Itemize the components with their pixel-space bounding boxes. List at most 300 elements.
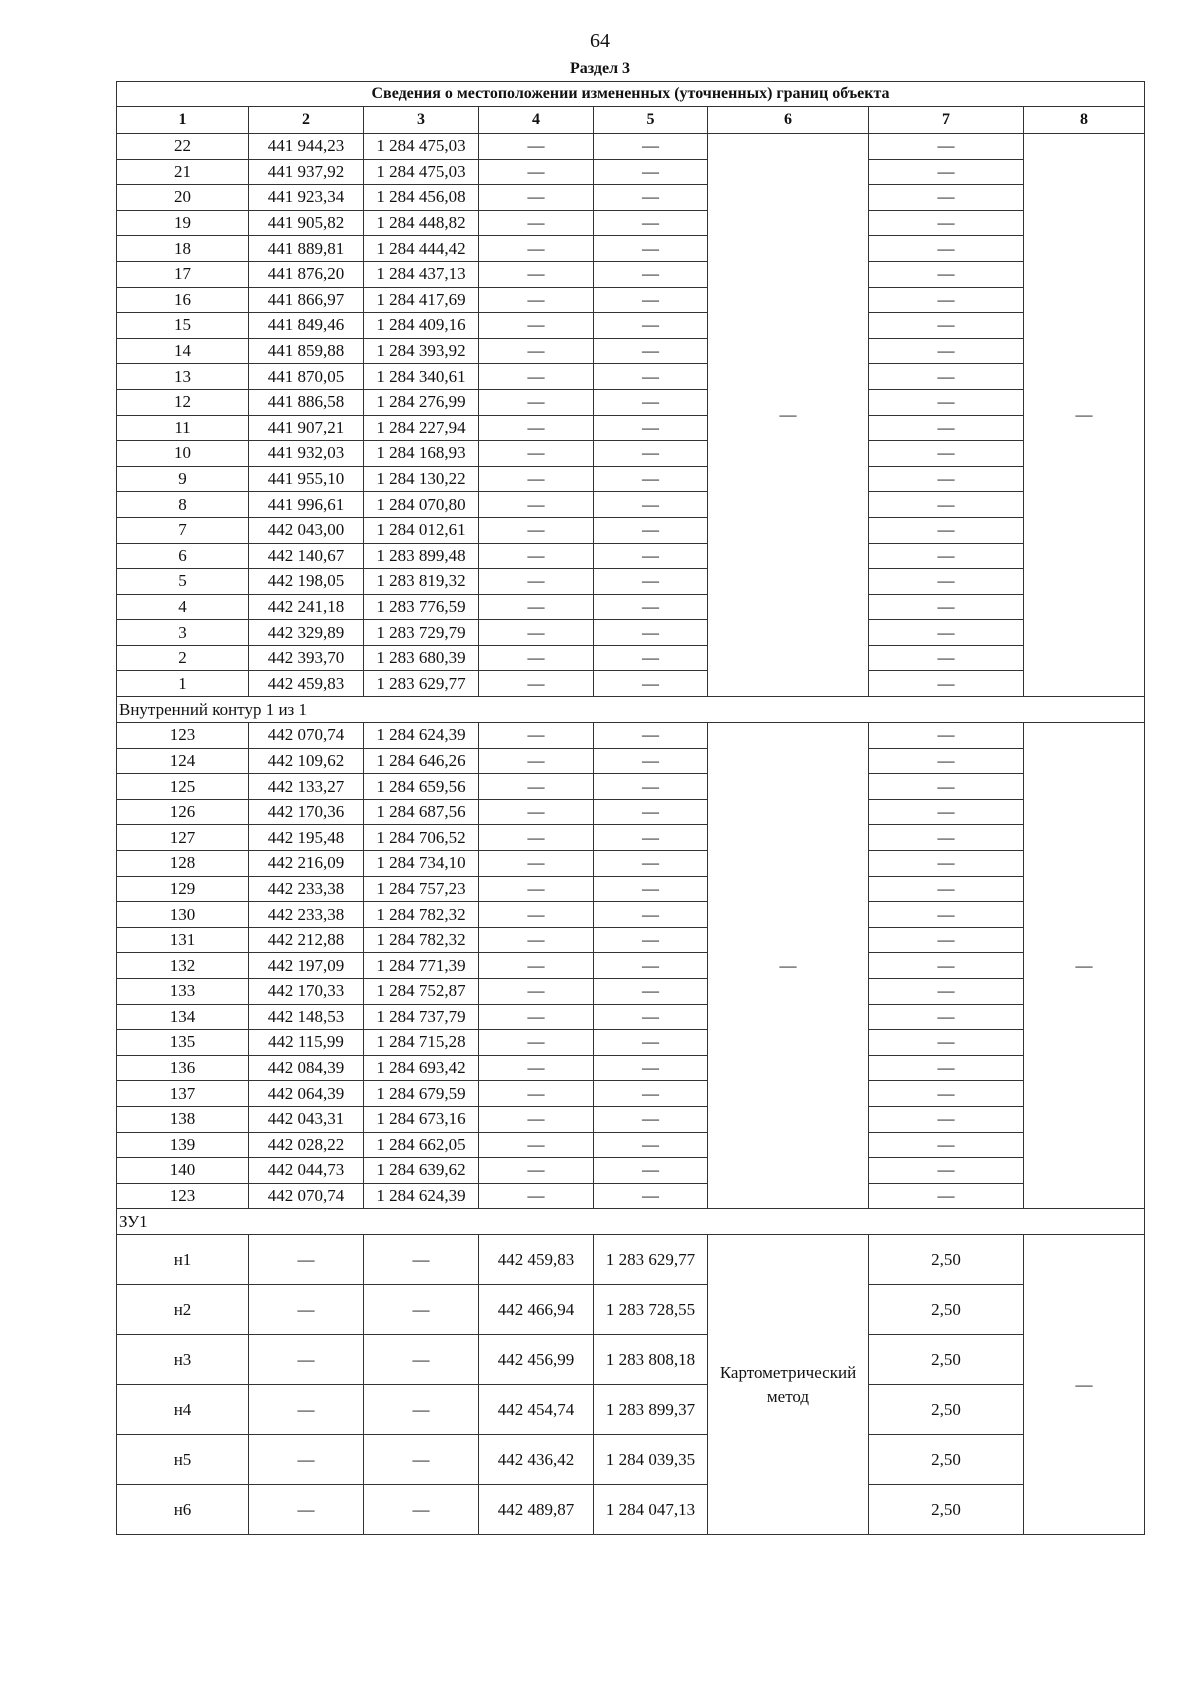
coord-x: 442 170,33 (249, 979, 364, 1005)
dash-cell: — (479, 543, 594, 569)
dash-cell: — (479, 1158, 594, 1184)
point-number: 137 (117, 1081, 249, 1107)
point-number: 11 (117, 415, 249, 441)
coord-x: 442 109,62 (249, 748, 364, 774)
table-row (117, 517, 1145, 543)
coord-x: 441 944,23 (249, 134, 364, 160)
dash-cell: — (1024, 1235, 1145, 1535)
zu-label: ЗУ1 (117, 1209, 1145, 1235)
dash-cell: — (594, 134, 708, 160)
point-number: 14 (117, 338, 249, 364)
dash-cell: — (479, 1055, 594, 1081)
dash-cell: — (869, 236, 1024, 262)
coord-y: 1 284 012,61 (364, 517, 479, 543)
accuracy: 2,50 (869, 1335, 1024, 1385)
page-number: 64 (590, 30, 610, 52)
dash-cell: — (869, 902, 1024, 928)
dash-cell: — (869, 415, 1024, 441)
point-number: н6 (117, 1485, 249, 1535)
accuracy: 2,50 (869, 1435, 1024, 1485)
coord-x: 442 043,31 (249, 1106, 364, 1132)
table-row (117, 338, 1145, 364)
dash-cell: — (869, 210, 1024, 236)
coord-y: 1 284 693,42 (364, 1055, 479, 1081)
dash-cell: — (594, 569, 708, 595)
dash-cell: — (479, 210, 594, 236)
point-number: 4 (117, 594, 249, 620)
coord-y: 1 284 646,26 (364, 748, 479, 774)
coord-y: 1 284 448,82 (364, 210, 479, 236)
table-row (117, 902, 1145, 928)
accuracy: 2,50 (869, 1385, 1024, 1435)
coord-y: 1 284 752,87 (364, 979, 479, 1005)
table-row (117, 979, 1145, 1005)
new-coord-y: 1 284 039,35 (594, 1435, 708, 1485)
table-row (117, 825, 1145, 851)
dash-cell: — (364, 1235, 479, 1285)
dash-cell: — (869, 825, 1024, 851)
dash-cell: — (479, 1030, 594, 1056)
table-row (117, 466, 1145, 492)
dash-cell: — (708, 723, 869, 1209)
coord-y: 1 284 475,03 (364, 159, 479, 185)
dash-cell: — (594, 1030, 708, 1056)
section-title: Раздел 3 (569, 60, 631, 77)
dash-cell: — (594, 517, 708, 543)
coord-y: 1 284 456,08 (364, 185, 479, 211)
coord-y: 1 284 070,80 (364, 492, 479, 518)
point-number: 12 (117, 389, 249, 415)
dash-cell: — (869, 620, 1024, 646)
dash-cell: — (869, 671, 1024, 697)
coord-y: 1 284 444,42 (364, 236, 479, 262)
coord-x: 441 876,20 (249, 261, 364, 287)
dash-cell: — (594, 594, 708, 620)
coord-y: 1 284 393,92 (364, 338, 479, 364)
point-number: 5 (117, 569, 249, 595)
coord-x: 441 932,03 (249, 441, 364, 467)
dash-cell: — (479, 723, 594, 749)
column-header: 6 (708, 107, 869, 134)
table-row (117, 236, 1145, 262)
coord-y: 1 283 899,48 (364, 543, 479, 569)
point-number: 128 (117, 851, 249, 877)
coord-x: 441 870,05 (249, 364, 364, 390)
dash-cell: — (594, 159, 708, 185)
coord-x: 441 859,88 (249, 338, 364, 364)
point-number: 6 (117, 543, 249, 569)
dash-cell: — (479, 389, 594, 415)
point-number: 139 (117, 1132, 249, 1158)
accuracy: 2,50 (869, 1235, 1024, 1285)
new-coord-x: 442 459,83 (479, 1235, 594, 1285)
dash-cell: — (869, 1030, 1024, 1056)
dash-cell: — (869, 1158, 1024, 1184)
dash-cell: — (364, 1485, 479, 1535)
point-number: 22 (117, 134, 249, 160)
table-row (117, 671, 1145, 697)
dash-cell: — (594, 415, 708, 441)
coord-x: 442 216,09 (249, 851, 364, 877)
coord-y: 1 284 659,56 (364, 774, 479, 800)
point-number: 1 (117, 671, 249, 697)
dash-cell: — (869, 441, 1024, 467)
table-row (117, 1081, 1145, 1107)
coord-y: 1 283 776,59 (364, 594, 479, 620)
table-row (117, 748, 1145, 774)
new-coord-y: 1 283 728,55 (594, 1285, 708, 1335)
table-row (117, 1183, 1145, 1209)
point-number: 7 (117, 517, 249, 543)
table-row (117, 1132, 1145, 1158)
dash-cell: — (479, 1183, 594, 1209)
table-row (117, 927, 1145, 953)
dash-cell: — (594, 774, 708, 800)
dash-cell: — (869, 851, 1024, 877)
dash-cell: — (479, 1081, 594, 1107)
dash-cell: — (594, 210, 708, 236)
table-row (117, 159, 1145, 185)
dash-cell: — (594, 799, 708, 825)
table-row (117, 415, 1145, 441)
dash-cell: — (594, 851, 708, 877)
coord-x: 441 923,34 (249, 185, 364, 211)
point-number: 124 (117, 748, 249, 774)
coord-x: 442 043,00 (249, 517, 364, 543)
new-coord-y: 1 283 899,37 (594, 1385, 708, 1435)
coord-x: 442 329,89 (249, 620, 364, 646)
coord-x: 441 907,21 (249, 415, 364, 441)
coord-y: 1 284 624,39 (364, 1183, 479, 1209)
point-number: 21 (117, 159, 249, 185)
table-row (117, 1485, 1145, 1535)
point-number: 126 (117, 799, 249, 825)
point-number: 134 (117, 1004, 249, 1030)
dash-cell: — (869, 389, 1024, 415)
table-row (117, 313, 1145, 339)
dash-cell: — (869, 134, 1024, 160)
column-header: 4 (479, 107, 594, 134)
coord-y: 1 284 409,16 (364, 313, 479, 339)
coord-x: 442 133,27 (249, 774, 364, 800)
dash-cell: — (869, 1106, 1024, 1132)
dash-cell: — (594, 466, 708, 492)
table-row (117, 364, 1145, 390)
table-row (117, 1158, 1145, 1184)
point-number: 15 (117, 313, 249, 339)
dash-cell: — (594, 876, 708, 902)
table-row (117, 1235, 1145, 1285)
dash-cell: — (594, 261, 708, 287)
coord-y: 1 284 734,10 (364, 851, 479, 877)
coord-x: 442 044,73 (249, 1158, 364, 1184)
dash-cell: — (479, 1132, 594, 1158)
dash-cell: — (869, 1132, 1024, 1158)
dash-cell: — (479, 825, 594, 851)
coord-x: 442 140,67 (249, 543, 364, 569)
dash-cell: — (479, 466, 594, 492)
dash-cell: — (869, 569, 1024, 595)
point-number: 133 (117, 979, 249, 1005)
dash-cell: — (594, 1055, 708, 1081)
coord-y: 1 284 673,16 (364, 1106, 479, 1132)
accuracy: 2,50 (869, 1485, 1024, 1535)
coord-x: 442 197,09 (249, 953, 364, 979)
dash-cell: — (479, 338, 594, 364)
point-number: 17 (117, 261, 249, 287)
dash-cell: — (364, 1335, 479, 1385)
coord-x: 442 028,22 (249, 1132, 364, 1158)
dash-cell: — (594, 620, 708, 646)
dash-cell: — (869, 492, 1024, 518)
coord-y: 1 284 276,99 (364, 389, 479, 415)
table-row (117, 1106, 1145, 1132)
coord-y: 1 284 679,59 (364, 1081, 479, 1107)
coord-x: 442 064,39 (249, 1081, 364, 1107)
dash-cell: — (869, 364, 1024, 390)
dash-cell: — (479, 134, 594, 160)
point-number: 125 (117, 774, 249, 800)
table-row (117, 594, 1145, 620)
dash-cell: — (869, 517, 1024, 543)
coord-y: 1 284 757,23 (364, 876, 479, 902)
table-row (117, 1004, 1145, 1030)
dash-cell: — (249, 1285, 364, 1335)
point-number: 123 (117, 1183, 249, 1209)
dash-cell: — (869, 466, 1024, 492)
point-number: 132 (117, 953, 249, 979)
new-coord-y: 1 283 629,77 (594, 1235, 708, 1285)
coord-x: 441 905,82 (249, 210, 364, 236)
dash-cell: — (249, 1235, 364, 1285)
dash-cell: — (869, 338, 1024, 364)
coord-y: 1 284 437,13 (364, 261, 479, 287)
coord-x: 442 170,36 (249, 799, 364, 825)
coord-x: 442 070,74 (249, 723, 364, 749)
coord-x: 441 955,10 (249, 466, 364, 492)
table-row (117, 287, 1145, 313)
table-caption: Сведения о местоположении измененных (уточненных) границ объекта (117, 82, 1145, 107)
dash-cell: — (479, 953, 594, 979)
table-row (117, 210, 1145, 236)
accuracy: 2,50 (869, 1285, 1024, 1335)
dash-cell: — (594, 953, 708, 979)
dash-cell: — (869, 645, 1024, 671)
dash-cell: — (364, 1435, 479, 1485)
coord-y: 1 284 687,56 (364, 799, 479, 825)
table-row (117, 185, 1145, 211)
coord-y: 1 284 771,39 (364, 953, 479, 979)
coord-x: 441 889,81 (249, 236, 364, 262)
dash-cell: — (869, 748, 1024, 774)
coord-y: 1 284 715,28 (364, 1030, 479, 1056)
coord-y: 1 284 662,05 (364, 1132, 479, 1158)
dash-cell: — (479, 774, 594, 800)
dash-cell: — (479, 313, 594, 339)
coord-x: 442 459,83 (249, 671, 364, 697)
dash-cell: — (594, 927, 708, 953)
point-number: 16 (117, 287, 249, 313)
dash-cell: — (479, 799, 594, 825)
dash-cell: — (479, 185, 594, 211)
point-number: 131 (117, 927, 249, 953)
dash-cell: — (869, 313, 1024, 339)
dash-cell: — (869, 1004, 1024, 1030)
dash-cell: — (594, 671, 708, 697)
dash-cell: — (479, 1106, 594, 1132)
point-number: н5 (117, 1435, 249, 1485)
dash-cell: — (249, 1385, 364, 1435)
dash-cell: — (869, 261, 1024, 287)
point-number: 8 (117, 492, 249, 518)
table-row (117, 876, 1145, 902)
table-row (117, 1285, 1145, 1335)
dash-cell: — (869, 723, 1024, 749)
coord-x: 442 198,05 (249, 569, 364, 595)
table-row (117, 543, 1145, 569)
dash-cell: — (594, 389, 708, 415)
dash-cell: — (869, 1081, 1024, 1107)
dash-cell: — (364, 1285, 479, 1335)
coord-x: 442 233,38 (249, 876, 364, 902)
table-row (117, 953, 1145, 979)
dash-cell: — (869, 1183, 1024, 1209)
dash-cell: — (479, 902, 594, 928)
dash-cell: — (869, 953, 1024, 979)
point-number: н4 (117, 1385, 249, 1435)
table-row (117, 620, 1145, 646)
dash-cell: — (594, 645, 708, 671)
dash-cell: — (708, 134, 869, 697)
point-number: 18 (117, 236, 249, 262)
dash-cell: — (479, 1004, 594, 1030)
dash-cell: — (869, 543, 1024, 569)
dash-cell: — (594, 723, 708, 749)
dash-cell: — (869, 799, 1024, 825)
dash-cell: — (869, 876, 1024, 902)
dash-cell: — (594, 1081, 708, 1107)
table-row (117, 851, 1145, 877)
point-number: 138 (117, 1106, 249, 1132)
table-row (117, 774, 1145, 800)
coord-y: 1 283 729,79 (364, 620, 479, 646)
point-number: 127 (117, 825, 249, 851)
point-number: 129 (117, 876, 249, 902)
dash-cell: — (479, 236, 594, 262)
coord-x: 442 195,48 (249, 825, 364, 851)
table-row (117, 723, 1145, 749)
dash-cell: — (479, 441, 594, 467)
coord-y: 1 284 737,79 (364, 1004, 479, 1030)
dash-cell: — (479, 620, 594, 646)
dash-cell: — (594, 748, 708, 774)
table-row (117, 1055, 1145, 1081)
point-number: 140 (117, 1158, 249, 1184)
dash-cell: — (869, 927, 1024, 953)
point-number: 2 (117, 645, 249, 671)
dash-cell: — (594, 1158, 708, 1184)
point-number: 135 (117, 1030, 249, 1056)
dash-cell: — (479, 492, 594, 518)
table-row (117, 1435, 1145, 1485)
point-number: н3 (117, 1335, 249, 1385)
dash-cell: — (869, 979, 1024, 1005)
coord-x: 442 233,38 (249, 902, 364, 928)
dash-cell: — (479, 876, 594, 902)
dash-cell: — (1024, 723, 1145, 1209)
table-row (117, 261, 1145, 287)
dash-cell: — (594, 979, 708, 1005)
point-number: 3 (117, 620, 249, 646)
point-number: 130 (117, 902, 249, 928)
point-number: 123 (117, 723, 249, 749)
dash-cell: — (479, 261, 594, 287)
dash-cell: — (594, 1004, 708, 1030)
coord-y: 1 284 168,93 (364, 441, 479, 467)
dash-cell: — (594, 236, 708, 262)
point-number: н2 (117, 1285, 249, 1335)
new-coord-x: 442 456,99 (479, 1335, 594, 1385)
table-row (117, 389, 1145, 415)
new-coord-y: 1 283 808,18 (594, 1335, 708, 1385)
dash-cell: — (594, 364, 708, 390)
table-row (117, 134, 1145, 160)
method-cell: Картометрический метод (708, 1235, 869, 1535)
coord-y: 1 284 130,22 (364, 466, 479, 492)
dash-cell: — (594, 825, 708, 851)
dash-cell: — (869, 594, 1024, 620)
point-number: 136 (117, 1055, 249, 1081)
dash-cell: — (479, 594, 594, 620)
dash-cell: — (869, 1055, 1024, 1081)
column-header: 5 (594, 107, 708, 134)
dash-cell: — (594, 287, 708, 313)
table-row (117, 1335, 1145, 1385)
dash-cell: — (594, 338, 708, 364)
table-row (117, 799, 1145, 825)
dash-cell: — (479, 415, 594, 441)
coord-y: 1 284 475,03 (364, 134, 479, 160)
new-coord-x: 442 436,42 (479, 1435, 594, 1485)
coord-y: 1 284 782,32 (364, 902, 479, 928)
coord-x: 442 115,99 (249, 1030, 364, 1056)
column-header: 7 (869, 107, 1024, 134)
dash-cell: — (594, 1183, 708, 1209)
coord-y: 1 284 340,61 (364, 364, 479, 390)
new-coord-x: 442 454,74 (479, 1385, 594, 1435)
dash-cell: — (364, 1385, 479, 1435)
dash-cell: — (479, 569, 594, 595)
dash-cell: — (479, 851, 594, 877)
coord-x: 442 070,74 (249, 1183, 364, 1209)
table-row (117, 645, 1145, 671)
coord-x: 442 084,39 (249, 1055, 364, 1081)
coord-x: 442 212,88 (249, 927, 364, 953)
dash-cell: — (594, 543, 708, 569)
dash-cell: — (249, 1485, 364, 1535)
dash-cell: — (594, 185, 708, 211)
coord-x: 442 241,18 (249, 594, 364, 620)
dash-cell: — (1024, 134, 1145, 697)
coord-y: 1 284 227,94 (364, 415, 479, 441)
dash-cell: — (869, 287, 1024, 313)
dash-cell: — (479, 645, 594, 671)
dash-cell: — (249, 1435, 364, 1485)
coord-y: 1 283 680,39 (364, 645, 479, 671)
coord-x: 441 996,61 (249, 492, 364, 518)
dash-cell: — (869, 774, 1024, 800)
inner-contour-label: Внутренний контур 1 из 1 (117, 697, 1145, 723)
